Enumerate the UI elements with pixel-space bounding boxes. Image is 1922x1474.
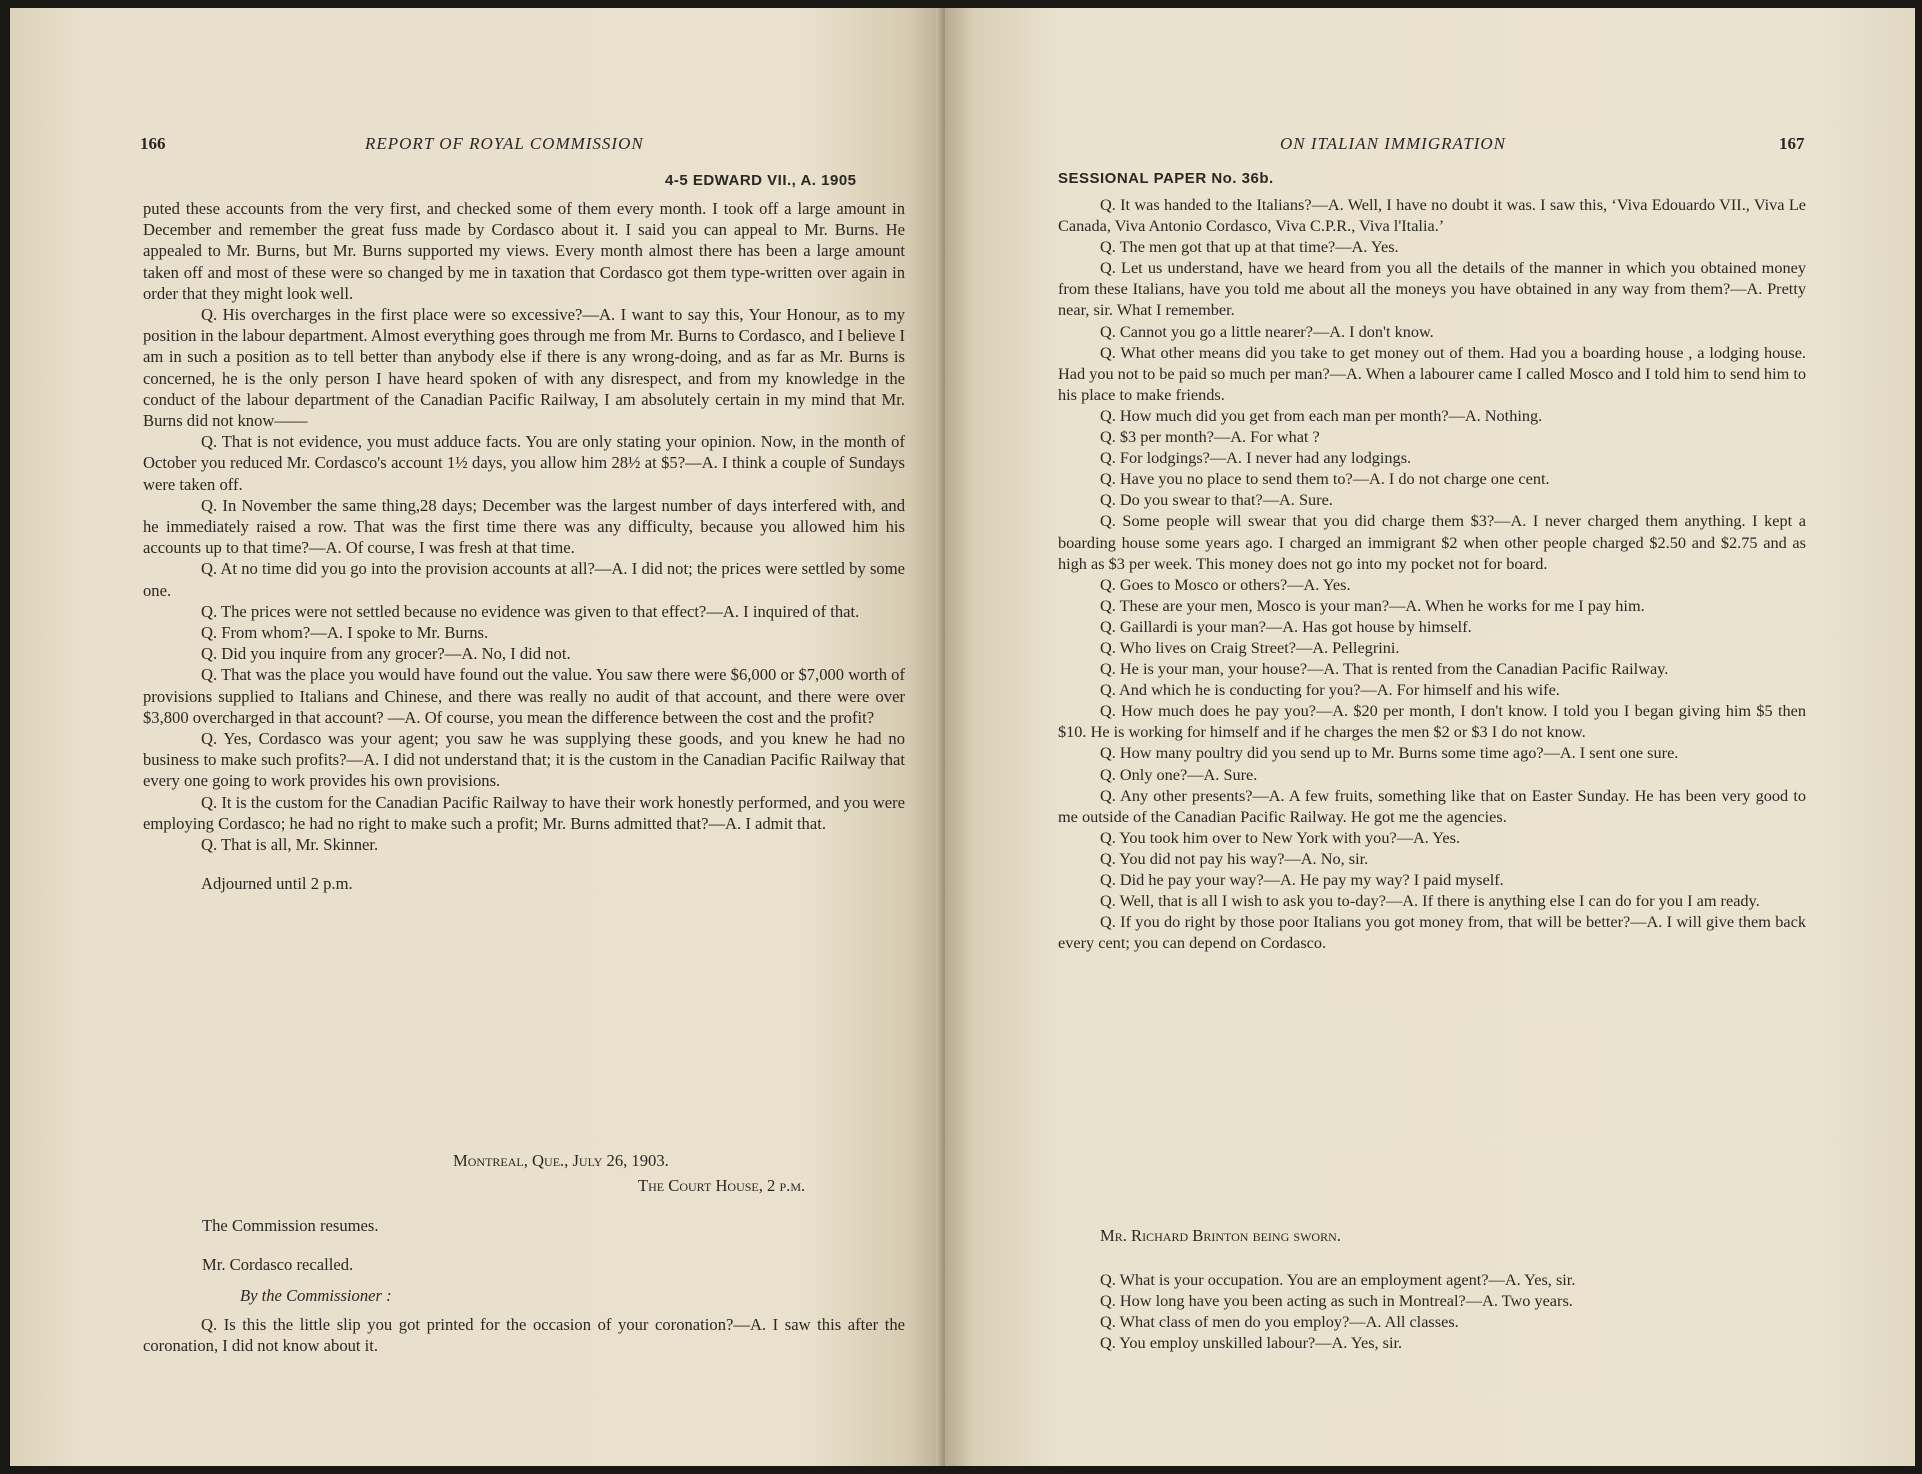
- paragraph: Q. Who lives on Craig Street?—A. Pellegrini.: [1100, 637, 1400, 657]
- examiner-heading: By the Commissioner :: [240, 1286, 392, 1305]
- paragraph: Q. From whom?—A. I spoke to Mr. Burns.: [201, 623, 489, 643]
- final-question: [143, 1314, 905, 1356]
- paragraph: Q. His overcharges in the first place were so excessive?—A. I want to say this, Your Honour, as to my position in the labour department. Almost everything goes through me from Mr. Burns to Cordasco, and I believe I am in such a position as to tell better than anybody else if there is any wrong-doing, and as far as Mr. Burns is concerned, he is the only person I have heard spoken of with any disrespect, and from my knowledge in the conduct of the labour department of the Canadian Pacific Railway, I am absolutely certain in my mind that Mr. Burns did not know——: [143, 305, 905, 431]
- paragraph: Q. These are your men, Mosco is your man?—A. When he works for me I pay him.: [1100, 595, 1645, 615]
- paragraph: Q. What is your occupation. You are an employment agent?—A. Yes, sir.: [1100, 1270, 1576, 1289]
- paragraph: Q. Goes to Mosco or others?—A. Yes.: [1100, 574, 1351, 594]
- new-witness-text: [1058, 1269, 1806, 1353]
- paragraph: Q. How many poultry did you send up to Mr. Burns some time ago?—A. I sent one sure.: [1100, 743, 1679, 763]
- paragraph: Q. That is all, Mr. Skinner.: [201, 835, 379, 855]
- paragraph: Q. Any other presents?—A. A few fruits, something like that on Easter Sunday. He has been very good to me outside of the Canadian Pacific Railway. He got me the agencies.: [1058, 785, 1806, 826]
- witness-sworn: Mr. Richard Brinton being sworn.: [1100, 1226, 1341, 1245]
- paragraph: Q. Did you inquire from any grocer?—A. No, I did not.: [201, 644, 571, 664]
- running-head: REPORT OF ROYAL COMMISSION: [365, 134, 644, 153]
- running-head: ON ITALIAN IMMIGRATION: [1280, 134, 1506, 153]
- witness-recalled: Mr. Cordasco recalled.: [202, 1255, 354, 1274]
- testimony-text: [1058, 194, 1806, 953]
- place-date: Montreal, Que., July 26, 1903.: [453, 1151, 669, 1170]
- paragraph: Q. Cannot you go a little nearer?—A. I don't know.: [1100, 321, 1434, 341]
- testimony-text: [143, 198, 905, 895]
- paragraph: Q. The men got that up at that time?—A. Yes.: [1100, 237, 1399, 257]
- paragraph: Q. That is not evidence, you must adduce facts. You are only stating your opinion. Now, in the month of October you reduced Mr. Cordasco's account 1½ days, you allow him 28½ at $5?—A. I think a couple of Sundays were taken off.: [143, 432, 905, 494]
- paragraph: Q. Do you swear to that?—A. Sure.: [1100, 490, 1333, 510]
- paragraph: Q. How much did you get from each man per month?—A. Nothing.: [1100, 405, 1543, 425]
- paragraph: Q. The prices were not settled because no evidence was given to that effect?—A. I inquired of that.: [201, 601, 860, 621]
- right-page: [945, 8, 1915, 1466]
- paragraph: Q. If you do right by those poor Italians you got money from, that will be better?—A. I will give them back every cent; you can depend on Cordasco.: [1058, 912, 1806, 953]
- paragraph: Q. Have you no place to send them to?—A. I do not charge one cent.: [1100, 469, 1550, 489]
- paragraph: Q. What class of men do you employ?—A. All classes.: [1100, 1312, 1459, 1332]
- paragraph: Q. How much does he pay you?—A. $20 per month, I don't know. I told you I began giving him $5 then $10. He is working for himself and if he charges the men $2 or $3 I do not know.: [1058, 701, 1806, 742]
- left-page: [10, 8, 945, 1466]
- paragraph: Q. It was handed to the Italians?—A. Well, I have no doubt it was. I saw this, ‘Viva Edouardo VII., Viva Le Canada, Viva Antonio Cordasco, Viva C.P.R., Viva l'Italia.’: [1058, 195, 1806, 236]
- paragraph: Q. In November the same thing,28 days; December was the largest number of days interfered with, and he immediately raised a row. That was the first time there was any difficulty, because you allowed him his accounts up to that time?—A. Of course, I was fresh at that time.: [143, 495, 905, 558]
- commission-resumes: The Commission resumes.: [202, 1216, 379, 1235]
- paragraph: Q. You took him over to New York with you?—A. Yes.: [1100, 827, 1461, 847]
- paragraph: Q. Did he pay your way?—A. He pay my way? I paid myself.: [1100, 870, 1504, 889]
- paragraph: Q. Let us understand, have we heard from you all the details of the manner in which you obtained money from these Italians, have you told me about all the moneys you have obtained in any way from them?—A. Pretty near, sir. What I remember.: [1058, 258, 1806, 320]
- paragraph: Q. Only one?—A. Sure.: [1100, 764, 1258, 784]
- venue: The Court House, 2 p.m.: [638, 1176, 806, 1195]
- paragraph: Q. Yes, Cordasco was your agent; you saw he was supplying these goods, and you knew he had no business to make such profits?—A. I did not understand that; it is the custom in the Canadian Pacific Railway that every one going to work provides his own provisions.: [143, 729, 905, 791]
- paragraph: Q. What other means did you take to get money out of them. Had you a boarding house , a lodging house. Had you not to be paid so much per man?—A. When a labourer came I called Mosco and I told him to send him to his place to make friends.: [1058, 342, 1806, 404]
- paragraph: Q. You did not pay his way?—A. No, sir.: [1100, 848, 1369, 868]
- paragraph: Q. Gaillardi is your man?—A. Has got house by himself.: [1100, 616, 1472, 636]
- paragraph: Q. For lodgings?—A. I never had any lodgings.: [1100, 448, 1412, 468]
- paragraph: Q. Some people will swear that you did charge them $3?—A. I never charged them anything. I kept a boarding house some years ago. I charged an immigrant $2 when other people charged $2.50 and $2.75 and as high as $3 per week. This money does not go into my pocket not for board.: [1058, 511, 1806, 573]
- paragraph: Q. $3 per month?—A. For what ?: [1100, 427, 1320, 447]
- edition-subhead: 4-5 EDWARD VII., A. 1905: [665, 172, 857, 189]
- paragraph: Q. It is the custom for the Canadian Pacific Railway to have their work honestly performed, and you were employing Cordasco; he had no right to make such a profit; Mr. Burns admitted that?—A. I admit that.: [143, 792, 905, 833]
- paragraph: Q. That was the place you would have found out the value. You saw there were $6,000 or $7,000 worth of provisions supplied to Italians and Chinese, and there was really no audit of that account, and there were over $3,800 overcharged in that account? —A. Of course, you mean the difference between the cost and the profit?: [143, 665, 905, 727]
- paragraph: Q. Well, that is all I wish to ask you to-day?—A. If there is anything else I can do for you I am ready.: [1100, 891, 1760, 911]
- paragraph: Q. You employ unskilled labour?—A. Yes, sir.: [1100, 1333, 1403, 1353]
- paragraph: Q. Is this the little slip you got printed for the occasion of your coronation?—A. I saw this after the coronation, I did not know about it.: [143, 1315, 905, 1356]
- paragraph: Q. At no time did you go into the provision accounts at all?—A. I did not; the prices were settled by some one.: [143, 559, 905, 600]
- paragraph: Q. And which he is conducting for you?—A. For himself and his wife.: [1100, 680, 1560, 700]
- paragraph: puted these accounts from the very first, and checked some of them every month. I took off a large amount in December and remember the great fuss made by Cordasco about it. I said you can appeal to Mr. Burns. He appealed to Mr. Burns, but Mr. Burns supported my views. Every month almost there has been a large amount taken off and most of these were so changed by me in taxation that Cordasco got them type-written over again in order that they might look well.: [143, 199, 905, 303]
- sessional-subhead: SESSIONAL PAPER No. 36b.: [1058, 170, 1274, 187]
- paragraph: Q. He is your man, your house?—A. That is rented from the Canadian Pacific Railway.: [1100, 659, 1669, 679]
- page-number: 166: [140, 134, 166, 153]
- paragraph: Q. How long have you been acting as such in Montreal?—A. Two years.: [1100, 1291, 1573, 1311]
- page-number: 167: [1779, 134, 1805, 153]
- adjourned-line: Adjourned until 2 p.m.: [201, 874, 353, 894]
